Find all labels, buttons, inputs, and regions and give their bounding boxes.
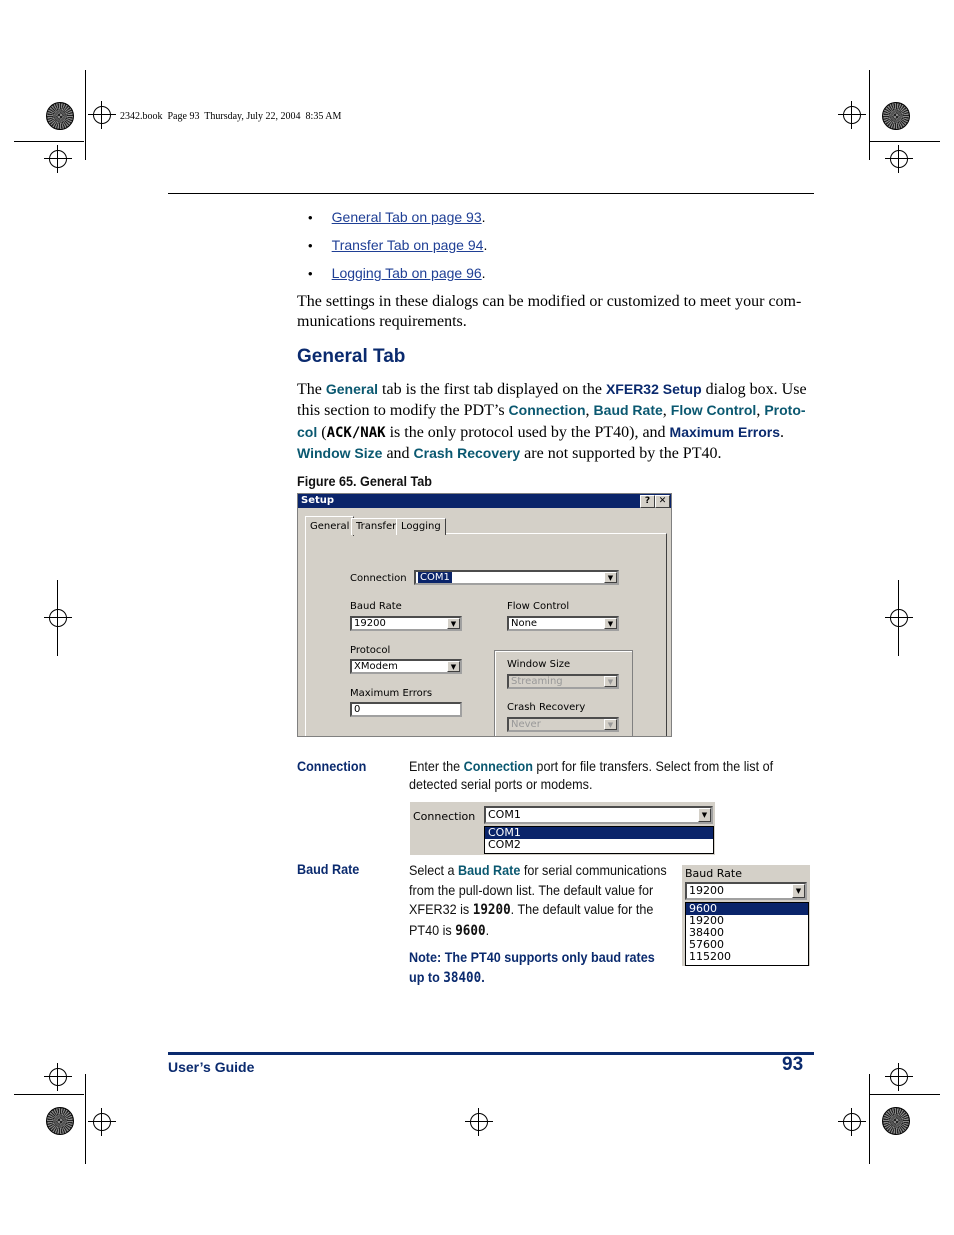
- connection-label: Connection: [413, 810, 476, 823]
- registration-mark-icon: [890, 609, 908, 627]
- list-item[interactable]: 57600: [689, 938, 724, 951]
- window-size-label: Window Size: [507, 659, 571, 670]
- connection-label: Connection: [350, 573, 407, 584]
- figure-caption: Figure 65. General Tab: [297, 473, 432, 489]
- list-item: • Transfer Tab on page 94.: [308, 237, 488, 253]
- link-general-tab[interactable]: General Tab on page 93: [331, 209, 482, 225]
- window-size-combo[interactable]: Streaming ▼: [507, 674, 619, 689]
- baud-rate-combo[interactable]: 19200 ▼: [350, 616, 462, 631]
- chevron-down-icon[interactable]: ▼: [447, 618, 460, 629]
- link-logging-tab[interactable]: Logging Tab on page 96: [331, 265, 482, 281]
- registration-mark-icon: [49, 150, 67, 168]
- registration-mark-icon: [470, 1113, 488, 1131]
- footer-rule: [168, 1052, 814, 1055]
- baud-rate-label: Baud Rate: [685, 867, 742, 880]
- crash-recovery-label: Crash Recovery: [507, 702, 586, 713]
- chevron-down-icon[interactable]: ▼: [698, 808, 711, 822]
- crop-mark: [57, 580, 58, 656]
- crop-mark: [869, 1074, 870, 1164]
- baud-rate-dropdown-widget: [682, 865, 810, 966]
- term-connection: Connection: [297, 758, 367, 774]
- page-number: 93: [782, 1054, 804, 1075]
- registration-mark-icon: [93, 106, 111, 124]
- crop-mark: [898, 580, 899, 656]
- list-item[interactable]: COM1: [485, 827, 713, 839]
- tab-general[interactable]: General: [305, 516, 354, 536]
- list-item[interactable]: 38400: [689, 926, 724, 939]
- crop-mark: [870, 1094, 940, 1095]
- registration-mark-icon: [843, 1113, 861, 1131]
- connection-combo[interactable]: COM1 ▼: [484, 806, 713, 824]
- crop-mark: [14, 1094, 84, 1095]
- list-item[interactable]: COM2: [488, 838, 521, 851]
- close-button[interactable]: ✕: [655, 495, 670, 508]
- connection-dropdown-widget: [410, 802, 715, 855]
- baud-rate-combo[interactable]: 19200 ▼: [685, 882, 807, 900]
- registration-rosette-icon: [46, 102, 74, 130]
- help-button[interactable]: ?: [640, 495, 655, 508]
- baud-rate-options-list: [685, 902, 809, 966]
- section-title: General Tab: [297, 346, 406, 367]
- connection-options-list: [484, 826, 714, 854]
- chevron-down-icon[interactable]: ▼: [604, 719, 617, 730]
- crop-mark: [85, 70, 86, 160]
- list-item[interactable]: 19200: [689, 914, 724, 927]
- registration-rosette-icon: [46, 1107, 74, 1135]
- print-header: 2342.book Page 93 Thursday, July 22, 2004 8:35 AM: [120, 111, 342, 122]
- baud-rate-label: Baud Rate: [350, 601, 402, 612]
- registration-mark-icon: [890, 150, 908, 168]
- footer-title: User’s Guide: [168, 1059, 255, 1075]
- max-errors-input[interactable]: 0: [350, 702, 462, 717]
- intro-paragraph: The settings in these dialogs can be modified or customized to meet your com- munications requirements.: [297, 293, 802, 330]
- list-item: • Logging Tab on page 96.: [308, 265, 486, 281]
- registration-mark-icon: [890, 1068, 908, 1086]
- flow-control-combo[interactable]: None ▼: [507, 616, 619, 631]
- crop-mark: [869, 70, 870, 160]
- crash-recovery-combo[interactable]: Never ▼: [507, 717, 619, 732]
- list-item: • General Tab on page 93.: [308, 209, 486, 225]
- term-baud-rate: Baud Rate: [297, 861, 360, 877]
- chevron-down-icon[interactable]: ▼: [604, 572, 617, 583]
- registration-rosette-icon: [882, 102, 910, 130]
- list-item[interactable]: 115200: [689, 950, 731, 963]
- registration-mark-icon: [843, 106, 861, 124]
- chevron-down-icon[interactable]: ▼: [604, 618, 617, 629]
- top-rule: [168, 193, 814, 194]
- protocol-combo[interactable]: XModem ▼: [350, 659, 462, 674]
- link-transfer-tab[interactable]: Transfer Tab on page 94: [331, 237, 484, 253]
- crop-mark: [870, 141, 940, 142]
- tab-transfer[interactable]: Transfer: [351, 518, 401, 535]
- tab-logging[interactable]: Logging: [396, 518, 446, 535]
- body-paragraph: The General tab is the first tab displayed on the XFER32 Setup dialog box. Use this section to modify the PDT’s Connection, Baud Rate, Flow Control, Proto- col (ACK/NAK is the only protocol used by the PT40), and Maximum Errors. Window Size and Crash Recovery are not supported by the PT40.: [297, 381, 807, 462]
- crop-mark: [14, 141, 84, 142]
- registration-mark-icon: [93, 1113, 111, 1131]
- flow-control-label: Flow Control: [507, 601, 570, 612]
- connection-description: Enter the Connection port for file transfers. Select from the list of detected serial ports or modems.: [409, 758, 774, 792]
- protocol-label: Protocol: [350, 645, 391, 656]
- baud-rate-description: Select a Baud Rate for serial communications from the pull-down list. The default value for XFER32 is 19200. The default value for the PT40 is 9600. Note: The PT40 supports only baud rates up to 38400.: [409, 862, 667, 986]
- setup-dialog: [297, 493, 672, 737]
- crop-mark: [85, 1074, 86, 1164]
- registration-mark-icon: [49, 609, 67, 627]
- dialog-titlebar: Setup: [298, 494, 671, 508]
- chevron-down-icon[interactable]: ▼: [604, 676, 617, 687]
- max-errors-label: Maximum Errors: [350, 688, 433, 699]
- connection-combo[interactable]: COM1 ▼: [414, 570, 619, 585]
- list-item[interactable]: 9600: [686, 903, 808, 915]
- chevron-down-icon[interactable]: ▼: [447, 661, 460, 672]
- chevron-down-icon[interactable]: ▼: [792, 884, 805, 898]
- registration-rosette-icon: [882, 1107, 910, 1135]
- registration-mark-icon: [49, 1068, 67, 1086]
